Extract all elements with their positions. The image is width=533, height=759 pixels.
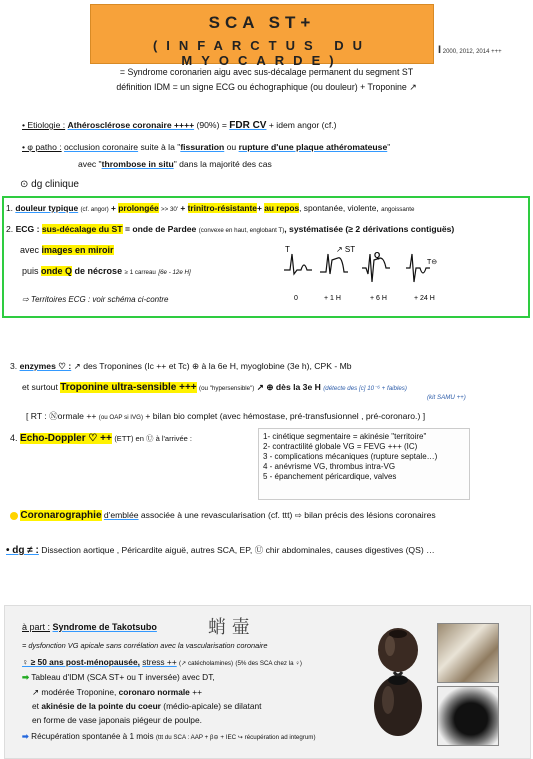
echo-ett: (ETT) en Ⓤ à l'arrivée :: [114, 434, 193, 443]
clinique-line-1: [6, 203, 414, 213]
onde-pardee: = onde de Pardee: [124, 224, 197, 234]
octopus-pot-icon: [358, 628, 438, 748]
rt-line: [26, 410, 425, 422]
necrose: de nécrose: [74, 266, 123, 276]
patho-suite: suite à la ": [140, 142, 181, 152]
rt-bilan: + bilan bio complet (avec hémostase, pré-transfusionnel , pré-coronaro.) ]: [145, 411, 426, 421]
takotsubo-photo-pot: [437, 623, 499, 683]
takotsubo-kanji: 蛸 壷: [208, 617, 250, 638]
version-note: [438, 44, 502, 56]
detecte-note: (détecte des [c] 10⁻⁶ + faibles): [323, 385, 407, 392]
takotsubo-coronaro: coronaro normale: [118, 687, 190, 697]
plus-sign: +: [256, 203, 262, 213]
carreau: ≥ 1 carreau: [124, 269, 156, 276]
duration: >> 30': [161, 206, 179, 213]
plus-sign: +: [111, 203, 116, 213]
patho-thrombose: thrombose in situ: [101, 159, 174, 169]
takotsubo-photo-heart: [437, 686, 499, 746]
ecg-trace-0: [284, 254, 312, 274]
des-3h: ↗ ⊕ dès la 3e H: [256, 382, 321, 392]
ecg-time-1: + 1 H: [324, 295, 341, 302]
territoires-ecg: ⇨ Territoires ECG : voir schéma ci-contre: [22, 295, 169, 304]
coronaro-line: [10, 510, 436, 521]
green-arrow-icon: ➡: [22, 672, 30, 682]
etiologie-main: Athérosclérose coronaire ++++: [67, 120, 195, 130]
clinique-line-3: [20, 245, 114, 255]
douleur-typique: douleur typique: [15, 203, 79, 213]
takotsubo-dilatant: (médio-apicale) se dilatant: [163, 701, 262, 711]
coronarographie: Coronarographie: [20, 510, 102, 521]
enzymes-troponine: ↗ des Troponines (Ic ++ et Tc) ⊕ à la 6e H,: [73, 361, 239, 371]
patho-avec: avec ": [78, 159, 102, 169]
item-number: 3.: [10, 361, 18, 371]
patho-label: • φ patho :: [22, 142, 62, 152]
page-title: SCA ST+: [208, 13, 316, 32]
etiologie-pct: (90%) =: [196, 120, 227, 130]
troponine-us: Troponine ultra-sensible +++: [60, 382, 197, 393]
echo-line: [10, 433, 192, 444]
patho-rest: " dans la majorité des cas: [173, 159, 272, 169]
ecg-evolution-diagram: [282, 244, 452, 304]
onde-q: onde Q: [41, 266, 73, 276]
kit-samu: (kit SAMU ++): [427, 394, 466, 401]
echo-finding-3: 3 - complications mécaniques (rupture septale…): [263, 452, 438, 461]
enzymes-label: enzymes ♡ :: [19, 361, 72, 371]
octopus-pots-illustration: [358, 628, 438, 748]
dg-diff-line: [6, 544, 435, 556]
patho-fissuration: fissuration: [180, 142, 225, 152]
avec-label: avec: [20, 245, 40, 255]
dg-diff-label: • dg ≠ :: [6, 545, 39, 556]
demblee: d'emblée: [103, 510, 139, 520]
cf-angor: (cf. angor): [80, 206, 109, 213]
takotsubo-line-6: [22, 731, 316, 741]
clinique-line-2: [6, 224, 454, 234]
puis-label: puis: [22, 266, 39, 276]
ecg-label-tneg: T⊖: [427, 259, 438, 266]
item-number: 1.: [6, 203, 13, 213]
patho-end: ": [387, 142, 391, 152]
patho-line-1: [22, 142, 390, 152]
etiologie-rest: + idem angor (cf.): [268, 120, 337, 130]
enzymes-line-1: [10, 361, 352, 372]
angoissante: angoissante: [381, 206, 415, 213]
version-mark: I: [438, 44, 442, 56]
ecg-label: ECG :: [15, 224, 40, 234]
patho-rupture: rupture d'une plaque athéromateuse: [238, 142, 388, 152]
dg-clinique-heading: ⊙ dg clinique: [20, 179, 79, 190]
takotsubo-age: ♀ ≥ 50 ans post-ménopausée,: [22, 657, 140, 667]
ecg-time-0: 0: [294, 295, 298, 302]
douleur-tail: , spontanée, violente,: [299, 203, 379, 213]
page-subtitle: (INFARCTUS DU MYOCARDE): [152, 38, 372, 68]
takotsubo-stress: stress ++: [142, 657, 177, 667]
pardee-desc: (convexe en haut, englobant T): [198, 227, 285, 234]
enzymes-myoglobine: myoglobine (3e h), CPK - Mb: [240, 361, 352, 371]
ecg-traces: [282, 244, 452, 304]
ecg-time-3: + 24 H: [414, 295, 435, 302]
takotsubo-line-1: [22, 657, 302, 667]
systematisee: , systématisée (≥ 2 dérivations contiguës): [284, 224, 455, 234]
surtout-label: et surtout: [22, 382, 58, 392]
au-repos: au repos: [264, 203, 300, 213]
necrose-delay: [6e - 12e H]: [158, 269, 191, 276]
takotsubo-recuperation: Récupération spontanée à 1 mois: [31, 732, 154, 741]
etiologie-line: [22, 120, 336, 131]
ecg-time-2: + 6 H: [370, 295, 387, 302]
takotsubo-pct: (5% des SCA chez la ♀): [235, 660, 302, 667]
plus-sign: +: [180, 203, 186, 213]
ecg-label-st: ↗ ST: [336, 245, 356, 254]
takotsubo-def: = dysfonction VG apicale sans corrélation avec la vascularisation coronaire: [22, 641, 268, 650]
item-number: 2.: [6, 224, 14, 234]
echo-finding-5: 5 - épanchement péricardique, valves: [263, 472, 397, 481]
definition-line-2: définition IDM = un signe ECG ou échographique (ou douleur) + Troponine ↗: [116, 82, 417, 92]
takotsubo-ttt: (ttt du SCA : AAP + β⊖ + IEC ↪ récupération ad integrum): [155, 734, 316, 741]
prolongee: prolongée: [118, 203, 159, 213]
ecg-label-q: Q: [374, 251, 381, 260]
takotsubo-line-4: [32, 701, 262, 711]
ecg-label-t: T: [285, 245, 290, 254]
coronaro-rest: associée à une revascularisation (cf. ttt) ⇨ bilan précis des lésions coronaires: [140, 510, 436, 520]
takotsubo-troponine: ↗ modérée Troponine,: [32, 687, 117, 697]
takotsubo-line-3: [32, 687, 202, 697]
echo-finding-1: 1- cinétique segmentaire = akinésie "territoire": [263, 432, 427, 441]
echo-finding-4: 4 - anévrisme VG, thrombus intra-VG: [263, 462, 396, 471]
dg-diff-rest: Dissection aortique , Péricardite aiguë, autres SCA, EP, Ⓤ chir abdominales, causes digestives (QS) …: [41, 545, 435, 555]
takotsubo-title-line: [22, 622, 157, 632]
blue-arrow-icon: ➡: [22, 732, 29, 741]
takotsubo-line-5: en forme de vase japonais piégeur de poulpe.: [32, 715, 202, 725]
etiologie-fdr: FDR CV: [229, 120, 267, 131]
version-years: 2000, 2012, 2014 +++: [442, 49, 502, 55]
etiologie-label: • Etiologie :: [22, 120, 66, 130]
echo-finding-2: 2- contractilité globale VG = FEVG +++ (IC): [263, 442, 418, 451]
apart-label: à part :: [22, 622, 51, 632]
takotsubo-title: Syndrome de Takotsubo: [52, 622, 157, 632]
rt-oap: (ou OAP si IVG): [98, 414, 144, 421]
takotsubo-tableau: Tableau d'IDM (SCA ST+ ou T inversée) avec DT,: [31, 672, 215, 682]
rt-normale: [ RT : Ⓝormale ++: [26, 411, 97, 421]
takotsubo-plus: ++: [192, 687, 202, 697]
patho-occlusion: occlusion coronaire: [64, 142, 139, 152]
sus-decalage-st: sus-décalage du ST: [41, 224, 123, 234]
clinique-line-4: [22, 266, 191, 276]
patho-ou: ou: [226, 142, 237, 152]
images-miroir: images en miroir: [41, 245, 114, 255]
trinitro-resistante: trinitro-résistante: [187, 203, 257, 213]
ecg-trace-1h: [320, 254, 348, 274]
enzymes-line-2: [22, 382, 407, 393]
takotsubo-et: et: [32, 701, 39, 711]
echo-doppler: Echo-Doppler ♡ ++: [20, 433, 112, 444]
takotsubo-line-2: [22, 672, 215, 682]
takotsubo-catechol: (↗ catécholamines): [179, 660, 234, 667]
patho-line-2: [78, 159, 272, 169]
echo-findings-box: [258, 428, 470, 500]
definition-line-1: = Syndrome coronarien aigu avec sus-décalage permanent du segment ST: [119, 67, 414, 77]
takotsubo-akinesie: akinésie de la pointe du coeur: [41, 701, 161, 711]
title-box: [90, 4, 434, 68]
hypersensible: (ou "hypersensible"): [199, 385, 255, 392]
bullet-circle-icon: [10, 512, 18, 520]
item-number: 4.: [10, 433, 18, 443]
